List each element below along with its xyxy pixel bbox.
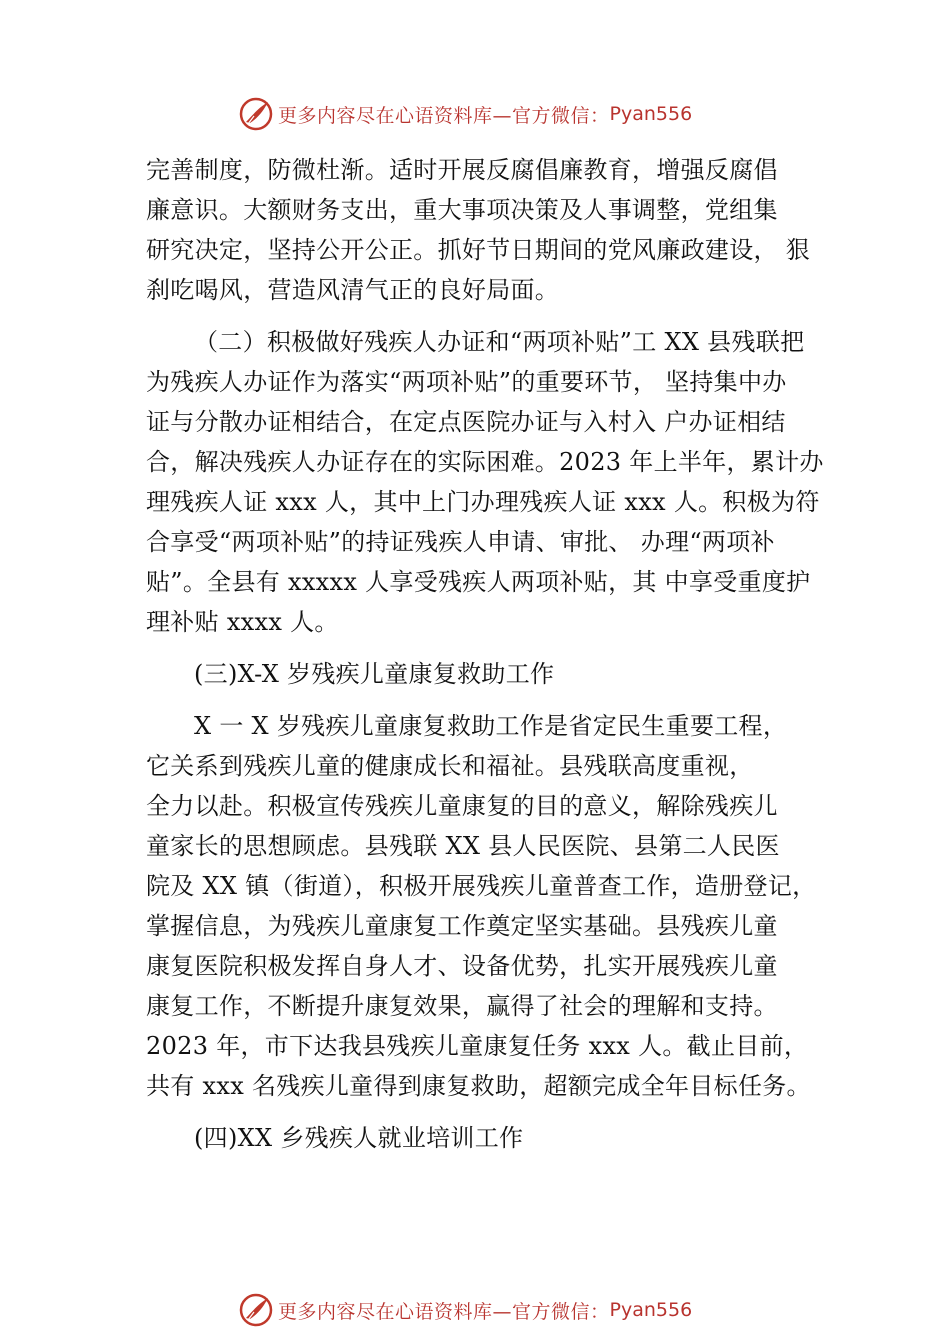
text-line: 它关系到残疾儿童的健康成长和福祉。县残联高度重视， xyxy=(146,752,754,780)
text-line: 合享受“两项补贴”的持证残疾人申请、审批、 办理“两项补 xyxy=(146,528,775,556)
paragraph-3 xyxy=(146,706,846,1106)
text-line: 证与分散办证相结合，在定点医院办证与入村入 户办证相结 xyxy=(146,408,786,436)
text-line: 理补贴 xxxx 人。 xyxy=(146,608,339,636)
text-line: 合，解决残疾人办证存在的实际困难。2023 年上半年，累计办 xyxy=(146,448,824,476)
text-line: 院及 XX 镇（街道），积极开展残疾儿童普查工作，造册登记， xyxy=(146,872,817,900)
text-line: 全力以赴。积极宣传残疾儿童康复的目的意义，解除残疾儿 xyxy=(146,792,778,820)
text-line: 廉意识。大额财务支出，重大事项决策及人事调整，党组集 xyxy=(146,196,778,224)
text-line: 童家长的思想顾虑。县残联 XX 县人民医院、县第二人民医 xyxy=(146,832,780,860)
text-line: 为残疾人办证作为落实“两项补贴”的重要环节， 坚持集中办 xyxy=(146,368,787,396)
text-line: 理残疾人证 xxx 人，其中上门办理残疾人证 xxx 人。积极为符 xyxy=(146,488,820,516)
header-banner xyxy=(238,94,692,134)
text-line: X 一 X 岁残疾儿童康复救助工作是省定民生重要工程， xyxy=(194,712,788,740)
section-heading: (四)XX 乡残疾人就业培训工作 xyxy=(194,1124,524,1152)
quill-logo-icon xyxy=(238,1292,274,1328)
text-line: （二）积极做好残疾人办证和“两项补贴”工 XX 县残联把 xyxy=(194,328,805,356)
text-line: 贴”。全县有 xxxxx 人享受残疾人两项补贴，其 中享受重度护 xyxy=(146,568,811,596)
text-line: 康复工作，不断提升康复效果，赢得了社会的理解和支持。 xyxy=(146,992,778,1020)
text-line: 掌握信息，为残疾儿童康复工作奠定坚实基础。县残疾儿童 xyxy=(146,912,778,940)
text-line: 共有 xxx 名残疾儿童得到康复救助，超额完成全年目标任务。 xyxy=(146,1072,811,1100)
quill-logo-icon xyxy=(238,96,274,132)
section-heading-4 xyxy=(146,1118,846,1158)
text-line: 2023 年，市下达我县残疾儿童康复任务 xxx 人。截止目前， xyxy=(146,1032,809,1060)
section-heading: (三)X-X 岁残疾儿童康复救助工作 xyxy=(194,660,555,688)
document-body xyxy=(146,150,846,1158)
text-line: 研究决定，坚持公开公正。抓好节日期间的党风廉政建设， 狠 xyxy=(146,236,811,264)
paragraph-1 xyxy=(146,150,846,310)
footer-banner-text: 更多内容尽在心语资料库—官方微信： xyxy=(278,1300,610,1323)
header-banner-text: 更多内容尽在心语资料库—官方微信： xyxy=(278,104,610,127)
footer-banner xyxy=(238,1290,692,1330)
header-wechat-id: Pyan556 xyxy=(609,103,693,125)
text-line: 康复医院积极发挥自身人才、设备优势，扎实开展残疾儿童 xyxy=(146,952,778,980)
text-line: 刹吃喝风，营造风清气正的良好局面。 xyxy=(146,276,560,304)
section-heading-3 xyxy=(146,654,846,694)
paragraph-2 xyxy=(146,322,846,642)
text-line: 完善制度，防微杜渐。适时开展反腐倡廉教育，增强反腐倡 xyxy=(146,156,778,184)
footer-wechat-id: Pyan556 xyxy=(609,1299,693,1321)
